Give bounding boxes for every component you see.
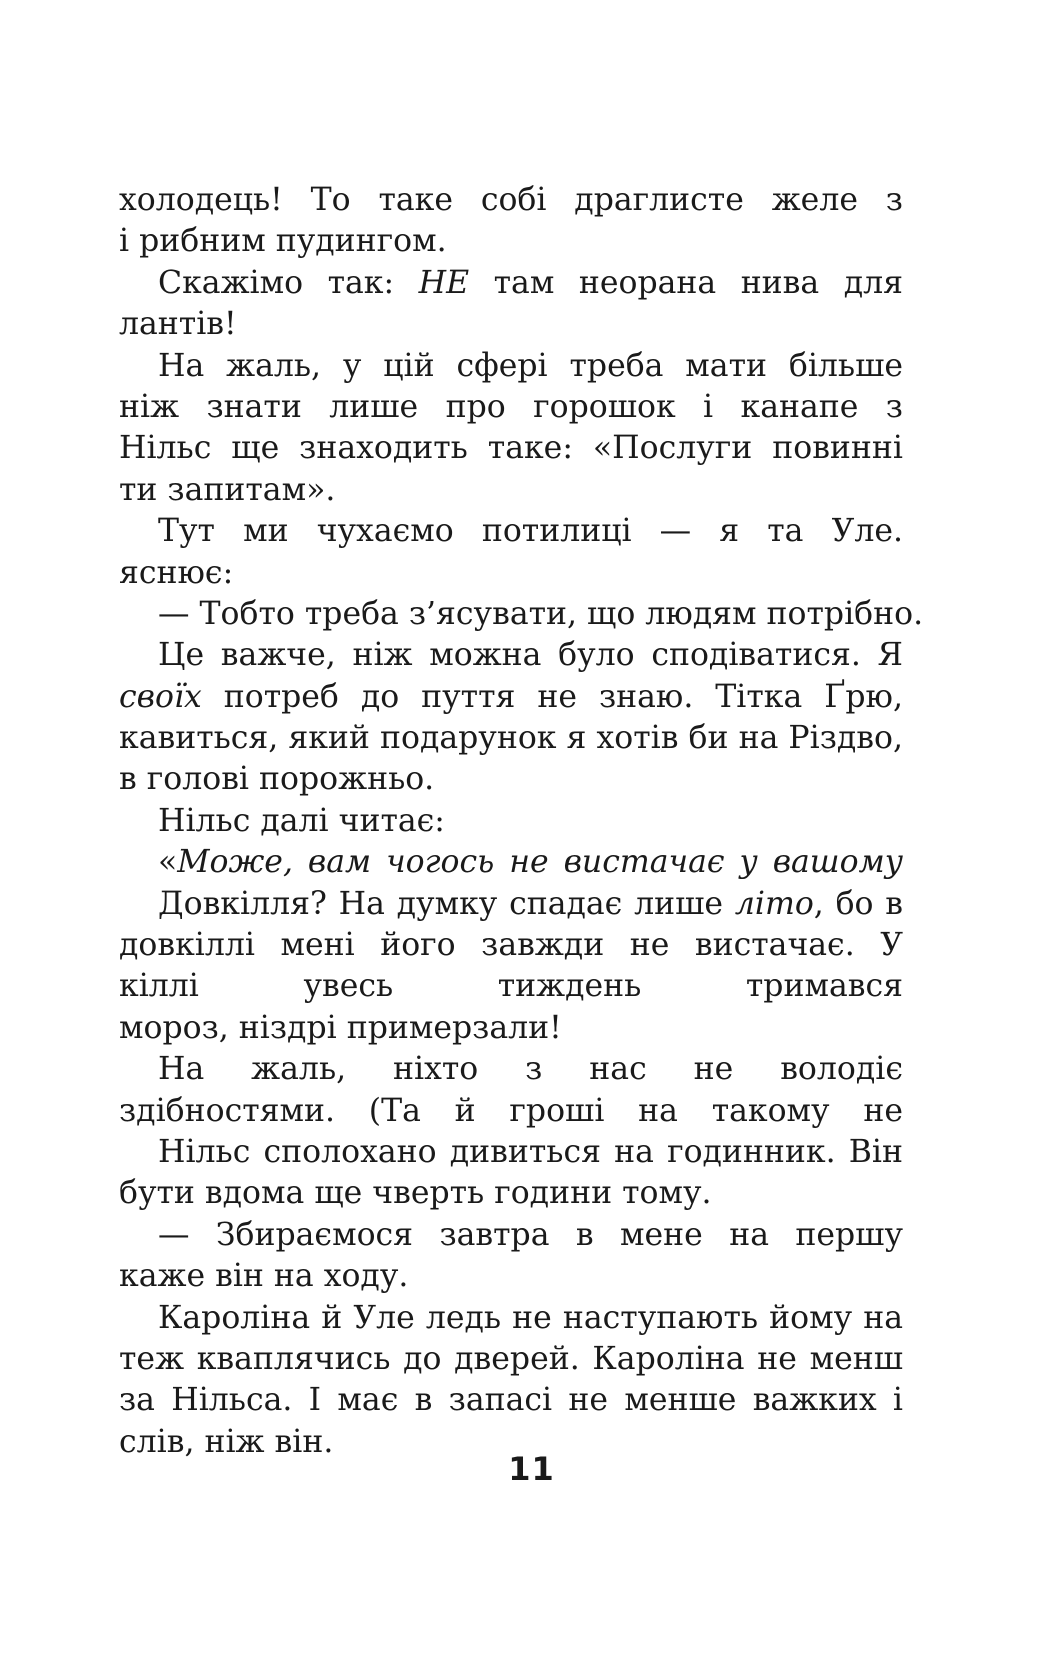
text-line: за Нільса. І має в запасі не менше важких і (119, 1382, 903, 1419)
text-line: лантів! (119, 306, 237, 343)
text-line: здібностями. (Та й гроші на такому не (119, 1092, 903, 1129)
text-line: довкіллі мені його завжди не вистачає. У (119, 927, 903, 964)
text-line: Нільс ще знаходить таке: «Послуги повинні (119, 430, 903, 467)
text-line (119, 677, 903, 718)
italic-text: літо (734, 885, 814, 922)
italic-text: Може, вам чогось не вистачає у вашому (177, 844, 903, 881)
text-line (119, 263, 903, 304)
text-line: бути вдома ще чверть години тому. (119, 1175, 712, 1212)
text-line: Це важче, ніж можна було сподіватися. Я (158, 637, 903, 674)
text-line: На жаль, ніхто з нас не володіє (158, 1051, 903, 1088)
text-line: кавиться, який подарунок я хотів би на Різдво, (119, 720, 903, 757)
text-line (119, 842, 903, 883)
text-line: Тут ми чухаємо потилиці — я та Уле. (158, 513, 903, 550)
page-number: 11 (508, 1450, 555, 1488)
text-line: кіллі увесь тиждень тримався (119, 968, 903, 1005)
text-segment: Скажімо так: (158, 264, 419, 301)
text-line: теж кваплячись до дверей. Кароліна не менш (119, 1340, 903, 1377)
text-line: каже він на ходу. (119, 1258, 409, 1295)
text-line: На жаль, у цій сфері треба мати більше (158, 347, 903, 384)
text-line: в голові порожньо. (119, 761, 435, 798)
italic-text: НЕ (418, 264, 470, 301)
text-line: ти запитам». (119, 471, 336, 508)
body-text (119, 180, 924, 1463)
text-line: Нільс сполохано дивиться на годинник. Він (158, 1133, 903, 1170)
text-segment: потреб до пуття не знаю. Тітка Ґрю, (223, 678, 903, 715)
text-line: і рибним пудингом. (119, 223, 447, 260)
text-segment: там неорана нива для (493, 264, 903, 301)
text-line: Нільс далі читає: (158, 802, 445, 839)
text-line: яснює: (119, 554, 234, 591)
text-line: холодець! То таке собі драглисте желе з (119, 182, 903, 218)
text-segment: Довкілля? На думку спадає лише (158, 885, 735, 922)
text-line: — Збираємося завтра в мене на першу (158, 1216, 903, 1253)
text-line: ніж знати лише про горошок і канапе з (119, 388, 903, 425)
text-line: — Тобто треба з’ясувати, що людям потрібно. (158, 595, 924, 632)
italic-text: своїх (119, 678, 202, 715)
text-line: мороз, ніздрі примерзали! (119, 1009, 562, 1046)
text-line: Кароліна й Уле ледь не наступають йому на (158, 1299, 903, 1336)
text-segment: « (158, 844, 178, 881)
text-segment: , бо в (813, 885, 903, 922)
text-line (119, 884, 903, 925)
text-line: слів, ніж він. (119, 1423, 334, 1460)
